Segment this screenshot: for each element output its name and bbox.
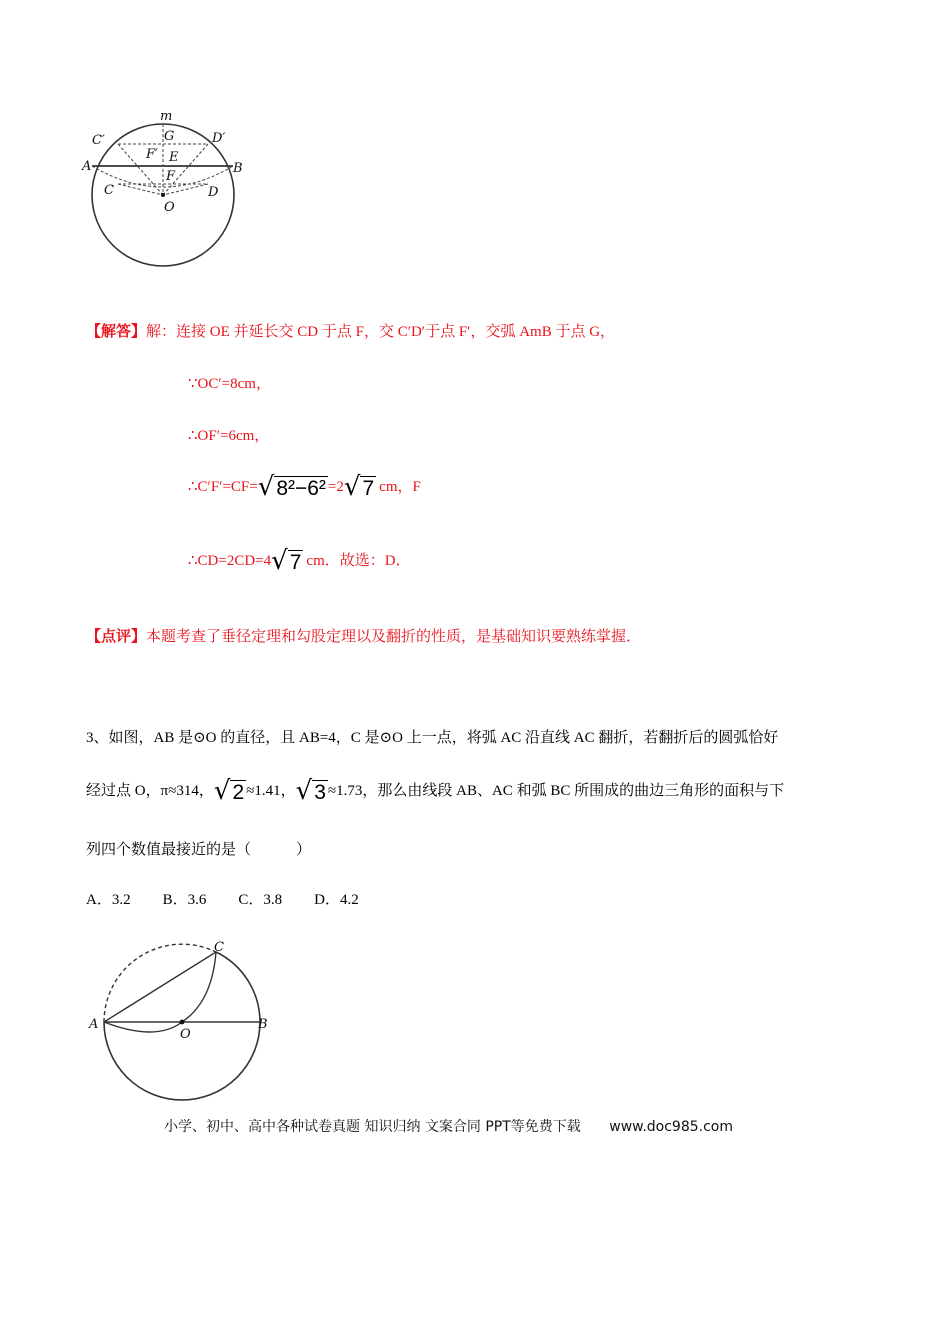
label-C: C [214, 940, 224, 955]
label-A: A [82, 159, 92, 174]
footer-url[interactable]: www.doc985.com [609, 1119, 733, 1135]
option-a[interactable]: A．3.2 [86, 892, 131, 908]
sqrt-3: √3 [295, 776, 326, 806]
sqrt-2: √2 [213, 776, 245, 806]
q2-post: ≈1.73，那么由线段 AB、AC 和弧 BC 所围成的曲边三角形的面积与下 [327, 783, 785, 799]
question-line-1: 3、如图，AB 是⊙O 的直径，且 AB=4，C 是⊙O 上一点，将弧 AC 沿直线 AC 翻折，若翻折后的圆弧恰好 [86, 730, 779, 746]
options [86, 888, 359, 909]
label-A: A [89, 1017, 99, 1032]
comment-tag: 【点评】 [86, 629, 147, 645]
solution-intro-text: 解：连接 OE 并延长交 CD 于点 F，交 C′D′于点 F′，交弧 AmB 于点 G， [146, 324, 616, 340]
question-line-3: 列四个数值最接近的是（ ） [86, 842, 312, 858]
radicand-8-6: 8²−6² [276, 477, 326, 500]
label-D: D [208, 185, 219, 200]
step4-post: cm．故选：D． [306, 553, 411, 569]
figure-circle-fold [80, 108, 250, 273]
solution-intro [86, 320, 615, 341]
footer-text: 小学、初中、高中各种试卷真题 知识归纳 文案合同 PPT等免费下载 [164, 1119, 581, 1135]
label-O: O [164, 200, 175, 215]
option-d[interactable]: D．4.2 [314, 892, 359, 908]
label-B: B [233, 161, 243, 176]
solution-step-4 [188, 542, 411, 576]
footer [164, 1116, 733, 1136]
step3-mid: =2 [327, 479, 344, 495]
comment [86, 625, 641, 646]
option-c[interactable]: C．3.8 [238, 892, 283, 908]
step3-pre: ∴C′F′=CF= [188, 479, 258, 495]
radicand-2: 2 [232, 781, 245, 804]
label-F: F [166, 169, 176, 184]
label-F-prime: F′ [146, 147, 158, 162]
figure-fold-arc [86, 938, 286, 1102]
step3-post: cm，F [379, 479, 421, 495]
sqrt-7-a: √7 [343, 472, 375, 502]
label-E: E [169, 150, 179, 165]
label-m: m [160, 109, 173, 124]
solution-step-2: ∴OF′=6cm， [188, 428, 270, 444]
label-C-prime: C′ [92, 133, 105, 148]
solution-tag: 【解答】 [86, 324, 147, 340]
comment-text: 本题考查了垂径定理和勾股定理以及翻折的性质，是基础知识要熟练掌握． [146, 629, 642, 645]
label-G: G [164, 129, 175, 144]
step4-pre: ∴CD=2CD=4 [188, 553, 272, 569]
solution-step-1: ∵OC′=8cm， [188, 376, 271, 392]
radicand-7-a: 7 [362, 477, 375, 500]
q2-approx-a: ≈1.41， [246, 783, 296, 799]
label-O: O [180, 1027, 191, 1042]
option-b[interactable]: B．3.6 [162, 892, 207, 908]
sqrt-7-b: √7 [271, 546, 302, 576]
label-D-prime: D′ [212, 131, 226, 146]
label-C: C [104, 183, 114, 198]
question-line-2 [86, 772, 784, 806]
radicand-3: 3 [314, 781, 326, 804]
sqrt-8-6: √8²−6² [257, 472, 326, 502]
q2-pre: 经过点 O，π≈314， [86, 783, 214, 799]
solution-step-3 [188, 468, 421, 502]
radicand-7-b: 7 [289, 551, 302, 574]
label-B: B [258, 1017, 268, 1032]
